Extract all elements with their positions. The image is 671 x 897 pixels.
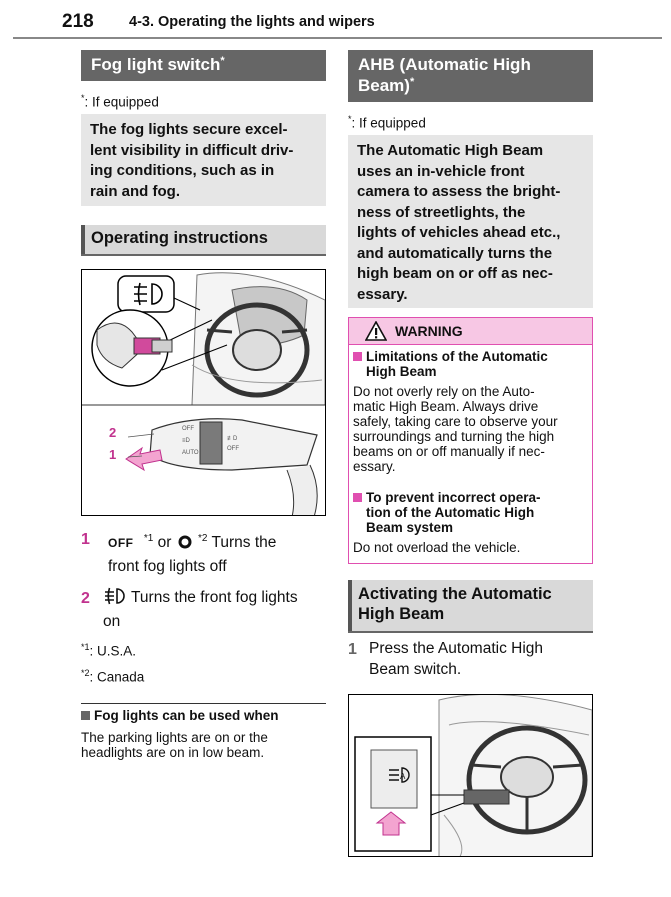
step-1-mark-2: *2 [198,533,208,544]
ahb-title-line-1: AHB (Automatic High [358,55,531,74]
off-label: OFF [108,536,134,551]
svg-text:≡D: ≡D [182,438,190,444]
ahb-title-asterisk: * [409,76,415,88]
warning-item-title: To prevent incorrect opera- [366,490,541,505]
subsection-bar [348,580,352,631]
info-rule [81,703,326,704]
ahb-switch-figure [348,694,593,857]
equipped-text: : If equipped [84,94,159,110]
step-1-text-cont: front fog lights off [108,558,227,576]
pink-square-bullet-icon [353,493,362,502]
ahb-section-title [348,50,593,102]
warning-line: Do not overly rely on the Auto- [353,384,535,399]
footnote-usa-text: : U.S.A. [89,643,137,659]
ahb-equipped-note [348,114,426,131]
step-1-text: Turns the [211,534,277,552]
footnote-mark-2: *2 [81,668,90,678]
ahb-equipped-asterisk: * [348,114,352,124]
equipped-note [81,93,159,110]
fog-light-title-text: Fog light switch [91,55,221,74]
operating-instructions-text: Operating instructions [91,229,268,247]
warning-header [349,318,592,345]
warning-line: safely, taking care to observe your [353,414,558,429]
summary-line: rain and fog. [90,182,180,200]
ahb-switch-illustration [349,695,593,857]
figure-callout-1: 1 [109,447,117,462]
front-fog-light-icon [103,587,127,605]
warning-box [348,317,593,564]
summary-line: high beam on or off as nec- [357,265,553,282]
warning-item-title: tion of the Automatic High [366,505,535,520]
ahb-step-1-number: 1 [348,641,357,658]
summary-line: ing conditions, such as in [90,162,275,179]
step-1-mark-1: *1 [143,533,154,544]
chapter-title: 4-3. Operating the lights and wipers [129,14,375,30]
operating-instructions-title [81,225,326,256]
ahb-step-1-text: Press the Automatic High [369,640,544,657]
activating-title-line-1: Activating the Automatic [358,585,552,603]
svg-text:OFF: OFF [227,446,239,452]
step-2 [103,586,328,634]
info-line: headlights are on in low beam. [81,745,265,760]
footnote-canada-text: : Canada [89,669,145,685]
footnote-usa [81,642,136,659]
activating-title-line-2: High Beam [358,605,445,623]
fog-switch-figure [81,269,326,516]
summary-line: uses an in-vehicle front [357,162,525,180]
warning-line: Do not overload the vehicle. [353,540,521,555]
summary-line: essary. [357,285,408,303]
step-2-text: Turns the front fog lights [131,589,298,606]
info-line: The parking lights are on or the [81,730,268,745]
warning-line: beams on or off manually if nec- [353,444,545,459]
warning-item-title: Limitations of the Automatic [366,349,548,364]
equipped-asterisk: * [81,93,85,103]
pink-square-bullet-icon [353,352,362,361]
warning-item-2 [353,490,591,555]
page-number: 218 [62,11,94,32]
ahb-step-1 [369,638,594,680]
step-2-text-cont: on [103,613,121,630]
summary-line: and automatically turns the [357,244,553,262]
step-2-number: 2 [81,590,90,607]
svg-text:≢D: ≢D [227,436,238,442]
subsection-bar [81,225,85,254]
ahb-summary [348,135,593,308]
footnote-canada [81,668,144,685]
ahb-step-1-text-cont: Beam switch. [369,661,462,678]
svg-text:AUTO: AUTO [182,450,199,456]
step-1-number: 1 [81,531,90,548]
warning-item-title: High Beam [366,364,437,379]
info-heading-text: Fog lights can be used when [94,708,279,723]
step-1 [108,527,328,579]
title-asterisk: * [220,55,225,67]
info-heading [81,708,279,723]
summary-line: ness of streetlights, the [357,203,526,221]
warning-item-title: Beam system [366,520,454,535]
warning-line: matic High Beam. Always drive [353,399,539,414]
warning-line: surroundings and turning the high [353,429,555,444]
ahb-equipped-text: : If equipped [351,115,426,131]
svg-text:OFF: OFF [182,426,194,432]
header-rule [13,37,662,39]
footnote-mark-1: *1 [81,642,90,652]
square-bullet-icon [81,711,90,720]
activating-ahb-title [348,580,593,633]
ring-off-icon [178,535,192,549]
step-1-or: or [157,534,172,552]
info-text [81,730,326,760]
summary-line: The Automatic High Beam [357,142,544,159]
fog-light-summary [81,114,326,206]
warning-line: essary. [353,459,396,474]
warning-item-1 [353,349,591,474]
ahb-title-line-2: Beam) [358,76,410,95]
summary-line: lent visibility in difficult driv- [90,141,294,159]
summary-line: camera to assess the bright- [357,183,561,200]
fog-light-section-title [81,50,326,81]
fog-switch-illustration [82,270,326,516]
warning-label: WARNING [395,323,463,339]
svg-text:A: A [400,772,406,781]
figure-callout-2: 2 [109,425,117,440]
summary-line: The fog lights secure excel- [90,121,288,138]
warning-triangle-icon [365,321,387,341]
summary-line: lights of vehicles ahead etc., [357,224,561,241]
